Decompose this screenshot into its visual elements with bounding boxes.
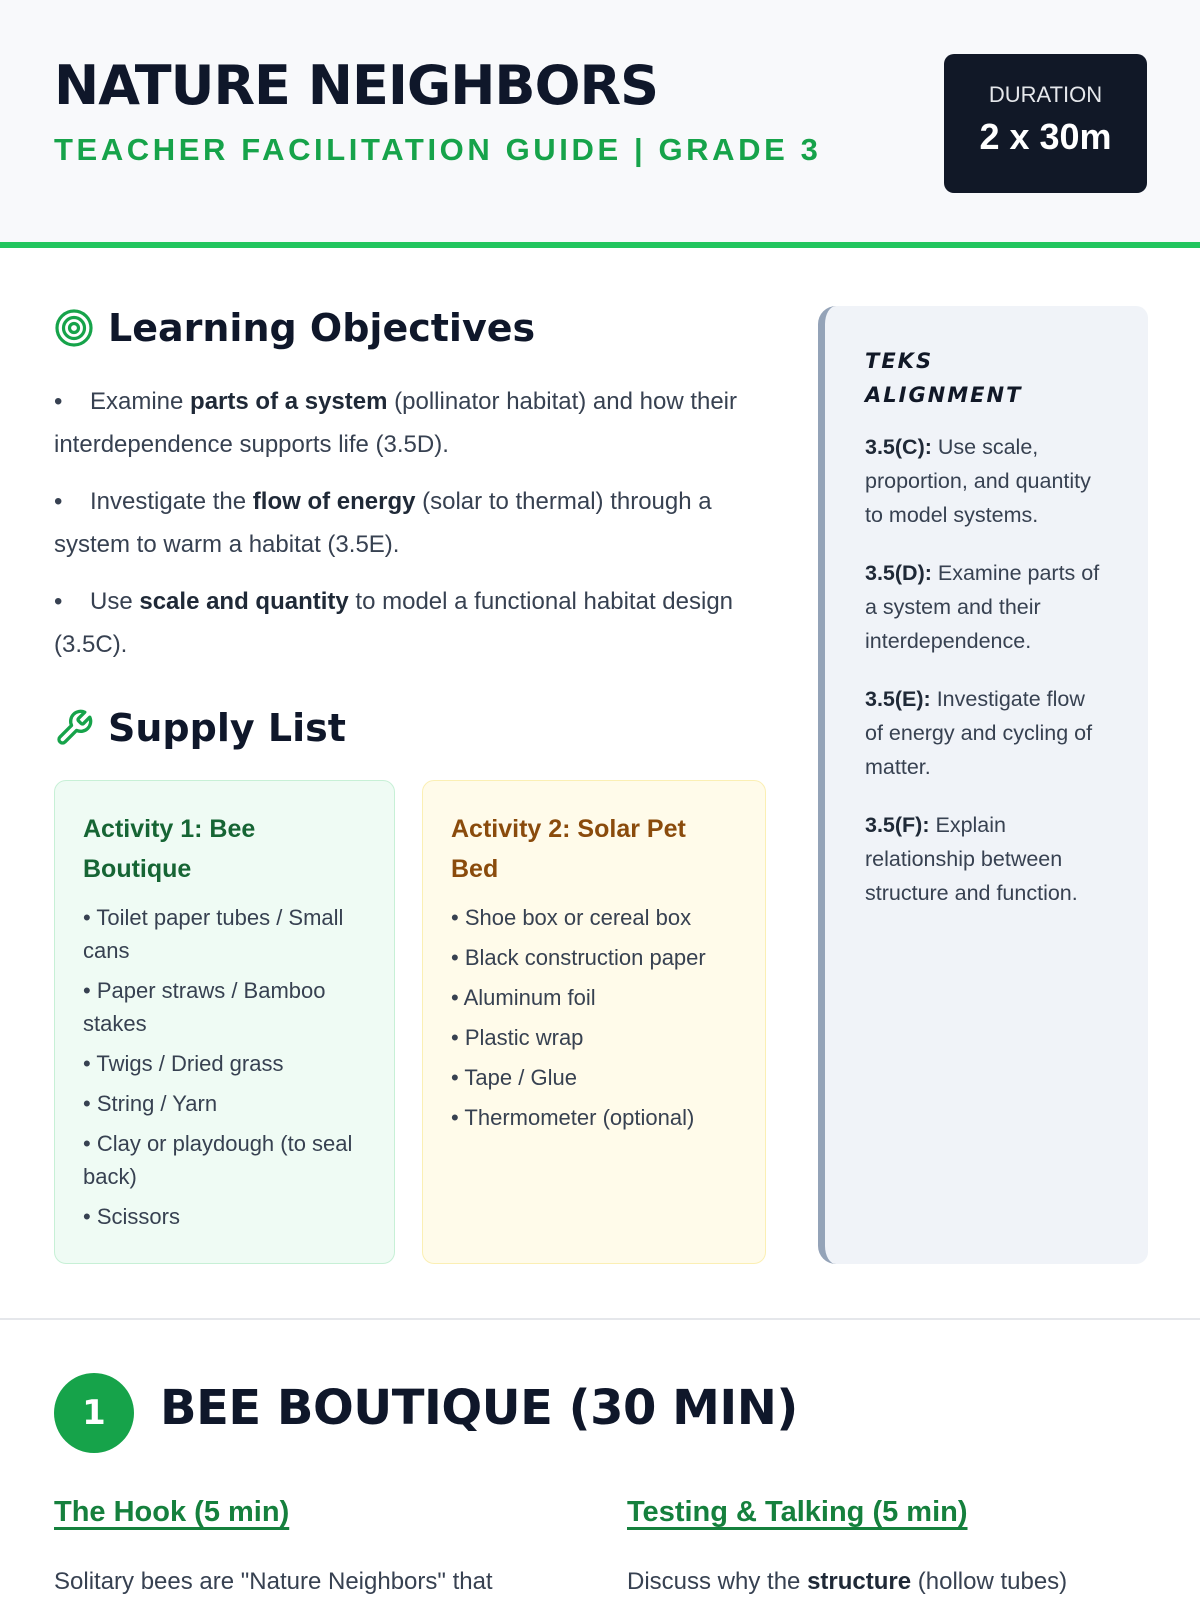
teks-alignment-panel <box>818 306 1148 1264</box>
list-item: • String / Yarn <box>83 1091 218 1116</box>
duration-badge <box>944 54 1147 193</box>
teks-title: TEKS ALIGNMENT <box>865 349 1023 407</box>
testing-heading: Testing & Talking (5 min) <box>627 1496 968 1528</box>
activity1-list <box>83 901 366 1233</box>
hook-text: Solitary bees are "Nature Neighbors" that <box>54 1568 493 1595</box>
duration-label: DURATION <box>988 82 1103 107</box>
list-item: • Tape / Glue <box>451 1065 577 1090</box>
teks-item: 3.5(E): Investigate flow of energy and cycling of matter. <box>865 687 1093 779</box>
supplies-heading <box>54 706 346 750</box>
list-item: • Scissors <box>83 1204 180 1229</box>
activity1-supply-card <box>54 780 395 1264</box>
page-subtitle: TEACHER FACILITATION GUIDE | GRADE 3 <box>54 132 822 167</box>
teks-item: 3.5(D): Examine parts of a system and their interdependence. <box>865 561 1100 653</box>
list-item: • Black construction paper <box>451 945 706 970</box>
activity2-title: Activity 2: Solar Pet Bed <box>451 815 686 883</box>
list-item: • Shoe box or cereal box <box>451 905 692 930</box>
list-item: • Clay or playdough (to seal back) <box>83 1131 353 1189</box>
target-icon <box>54 308 94 348</box>
objectives-heading <box>54 306 535 350</box>
list-item: • Plastic wrap <box>451 1025 584 1050</box>
teks-item: 3.5(C): Use scale, proportion, and quantity to model systems. <box>865 435 1091 527</box>
activity2-supply-card <box>422 780 766 1264</box>
page-title: NATURE NEIGHBORS <box>54 54 658 117</box>
page-header <box>0 0 1200 248</box>
activity2-list <box>451 901 737 1134</box>
list-item: • Paper straws / Bamboo stakes <box>83 978 326 1036</box>
testing-text: Discuss why the structure (hollow tubes) <box>627 1568 1068 1595</box>
list-item: • Twigs / Dried grass <box>83 1051 284 1076</box>
section-title: BEE BOUTIQUE (30 MIN) <box>160 1380 798 1436</box>
duration-value: 2 x 30m <box>979 116 1112 157</box>
objectives-title: Learning Objectives <box>108 306 536 350</box>
list-item: • Thermometer (optional) <box>451 1105 695 1130</box>
teks-item: 3.5(F): Explain relationship between structure and function. <box>865 813 1078 905</box>
step-number-badge: 1 <box>54 1373 134 1453</box>
wrench-icon <box>54 708 94 748</box>
hook-heading: The Hook (5 min) <box>54 1496 290 1528</box>
activity1-title: Activity 1: Bee Boutique <box>83 815 256 883</box>
objective-item: • Examine parts of a system (pollinator habitat) and how their interdependence supports life (3.5D). <box>54 388 738 458</box>
objective-item: • Investigate the flow of energy (solar to thermal) through a system to warm a habitat (3.5E). <box>54 488 712 558</box>
list-item: • Aluminum foil <box>451 985 596 1010</box>
section-divider <box>0 1318 1200 1320</box>
objectives-list <box>54 380 774 680</box>
objective-item: • Use scale and quantity to model a functional habitat design (3.5C). <box>54 588 734 658</box>
list-item: • Toilet paper tubes / Small cans <box>83 905 344 963</box>
supplies-title: Supply List <box>108 706 346 750</box>
